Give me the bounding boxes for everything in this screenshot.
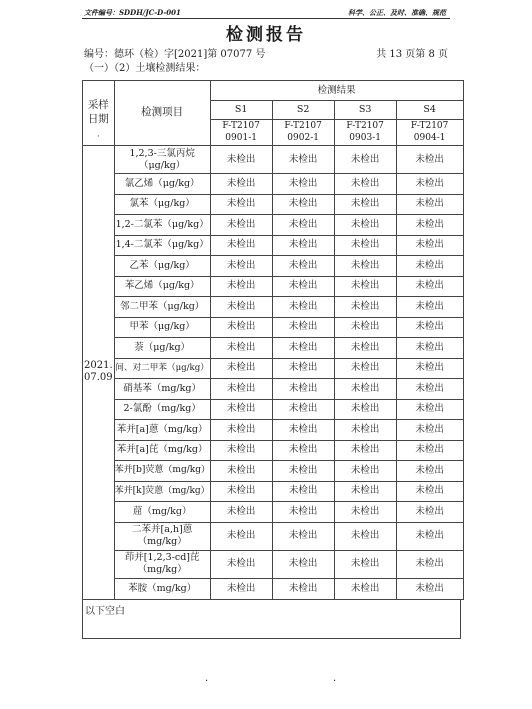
test-item: 苯胺（mg/kg）	[114, 578, 210, 599]
table-row	[83, 399, 464, 420]
file-number: 文件编号：SDDH/JC-D-001	[84, 8, 181, 17]
result-cell: 未检出	[272, 317, 334, 338]
result-cell: 未检出	[272, 550, 334, 578]
result-cell: 未检出	[396, 194, 463, 215]
result-cell: 未检出	[396, 358, 463, 379]
test-item: 1,2-二氯苯（μg/kg）	[114, 215, 210, 236]
result-cell: 未检出	[210, 338, 272, 359]
sample-code: F-T2107 0902-1	[272, 120, 334, 146]
result-cell: 未检出	[272, 578, 334, 599]
result-cell: 未检出	[396, 146, 463, 174]
test-item: 萘（μg/kg）	[114, 338, 210, 359]
table-row	[83, 420, 464, 441]
table-row	[83, 550, 464, 578]
result-cell: 未检出	[272, 522, 334, 550]
result-cell: 未检出	[210, 297, 272, 318]
result-cell: 未检出	[396, 461, 463, 482]
result-cell: 未检出	[272, 174, 334, 195]
sample-code: F-T2107 0904-1	[396, 120, 463, 146]
result-cell: 未检出	[210, 379, 272, 400]
header-rule	[82, 18, 450, 19]
end-of-data-note: 以下空白	[85, 606, 125, 617]
date-column-header	[83, 81, 115, 146]
result-cell: 未检出	[210, 399, 272, 420]
sample-name: S2	[272, 101, 334, 120]
result-cell: 未检出	[210, 174, 272, 195]
result-cell: 未检出	[210, 146, 272, 174]
result-cell: 未检出	[396, 235, 463, 256]
date-header-label: 采样日期	[87, 99, 109, 125]
result-cell: 未检出	[272, 235, 334, 256]
results-column-header: 检测结果	[210, 81, 463, 101]
test-item: 二苯并[a,h]蒽（mg/kg）	[114, 522, 210, 550]
result-cell: 未检出	[334, 420, 396, 441]
result-cell: 未检出	[396, 317, 463, 338]
test-item: 1,4-二氯苯（μg/kg）	[114, 235, 210, 256]
test-item: 乙苯（μg/kg）	[114, 256, 210, 277]
test-item: 苯并[k]荧蒽（mg/kg）	[114, 481, 210, 502]
table-row	[83, 461, 464, 482]
result-cell: 未检出	[396, 481, 463, 502]
result-cell: 未检出	[334, 317, 396, 338]
result-cell: 未检出	[272, 358, 334, 379]
sampling-date: 2021. 07.09	[83, 146, 115, 600]
result-cell: 未检出	[272, 215, 334, 236]
result-cell: 未检出	[272, 297, 334, 318]
result-cell: 未检出	[272, 276, 334, 297]
result-cell: 未检出	[396, 338, 463, 359]
result-cell: 未检出	[210, 420, 272, 441]
test-item: 苯并[a]蒽（mg/kg）	[114, 420, 210, 441]
item-column-header: 检测项目	[114, 81, 210, 146]
result-cell: 未检出	[334, 194, 396, 215]
result-cell: 未检出	[210, 481, 272, 502]
test-item: 茚并[1,2,3-cd]芘（mg/kg）	[114, 550, 210, 578]
result-cell: 未检出	[210, 358, 272, 379]
result-cell: 未检出	[210, 578, 272, 599]
sample-name: S1	[210, 101, 272, 120]
result-cell: 未检出	[334, 399, 396, 420]
result-cell: 未检出	[210, 215, 272, 236]
result-cell: 未检出	[272, 461, 334, 482]
result-cell: 未检出	[396, 174, 463, 195]
result-cell: 未检出	[210, 317, 272, 338]
result-cell: 未检出	[210, 194, 272, 215]
result-cell: 未检出	[210, 522, 272, 550]
page-title: 检测报告	[226, 25, 306, 45]
result-cell: 未检出	[210, 550, 272, 578]
result-cell: 未检出	[334, 276, 396, 297]
report-number: 编号：德环（检）字[2021]第 07077 号	[84, 49, 266, 60]
test-item: 硝基苯（mg/kg）	[114, 379, 210, 400]
result-cell: 未检出	[334, 235, 396, 256]
table-row	[83, 317, 464, 338]
table-row	[83, 440, 464, 461]
table-row	[83, 235, 464, 256]
table-row	[83, 358, 464, 379]
table-row	[83, 297, 464, 318]
result-cell: 未检出	[334, 461, 396, 482]
result-cell: 未检出	[396, 420, 463, 441]
result-cell: 未检出	[396, 440, 463, 461]
result-cell: 未检出	[272, 146, 334, 174]
result-cell: 未检出	[396, 256, 463, 277]
result-cell: 未检出	[272, 440, 334, 461]
table-row	[83, 522, 464, 550]
result-cell: 未检出	[396, 379, 463, 400]
result-cell: 未检出	[334, 215, 396, 236]
result-cell: 未检出	[334, 146, 396, 174]
table-row	[83, 146, 464, 174]
table-row	[83, 276, 464, 297]
result-cell: 未检出	[210, 235, 272, 256]
result-cell: 未检出	[396, 399, 463, 420]
test-item: 1,2,3-三氯丙烷（μg/kg）	[114, 146, 210, 174]
results-table	[82, 80, 464, 600]
page-mark: ·	[205, 676, 209, 687]
result-cell: 未检出	[334, 297, 396, 318]
sample-name: S3	[334, 101, 396, 120]
result-cell: 未检出	[396, 297, 463, 318]
result-cell: 未检出	[272, 379, 334, 400]
result-cell: 未检出	[210, 502, 272, 523]
table-row	[83, 194, 464, 215]
result-cell: 未检出	[272, 256, 334, 277]
result-cell: 未检出	[334, 440, 396, 461]
result-cell: 未检出	[334, 358, 396, 379]
result-cell: 未检出	[396, 276, 463, 297]
section-heading: （一）（2）土壤检测结果：	[84, 63, 206, 74]
date-header-tick: ·	[97, 132, 100, 142]
result-cell: 未检出	[210, 276, 272, 297]
result-cell: 未检出	[334, 522, 396, 550]
result-cell: 未检出	[396, 578, 463, 599]
table-row	[83, 481, 464, 502]
test-item: 2-氯酚（mg/kg）	[114, 399, 210, 420]
result-cell: 未检出	[272, 338, 334, 359]
test-item: 氯苯（μg/kg）	[114, 194, 210, 215]
page-count: 共 13 页第 8 页	[376, 49, 448, 60]
result-cell: 未检出	[272, 481, 334, 502]
result-cell: 未检出	[272, 399, 334, 420]
result-cell: 未检出	[334, 256, 396, 277]
result-cell: 未检出	[210, 256, 272, 277]
test-item: 䓛（mg/kg）	[114, 502, 210, 523]
result-cell: 未检出	[210, 461, 272, 482]
result-cell: 未检出	[396, 502, 463, 523]
result-cell: 未检出	[334, 379, 396, 400]
result-cell: 未检出	[334, 578, 396, 599]
result-cell: 未检出	[272, 420, 334, 441]
test-item: 苯乙烯（μg/kg）	[114, 276, 210, 297]
test-item: 苯并[a]芘（mg/kg）	[114, 440, 210, 461]
table-row	[83, 174, 464, 195]
result-cell: 未检出	[334, 550, 396, 578]
result-cell: 未检出	[334, 338, 396, 359]
blank-remark-box	[82, 599, 461, 639]
result-cell: 未检出	[210, 440, 272, 461]
result-cell: 未检出	[272, 194, 334, 215]
sample-name: S4	[396, 101, 463, 120]
result-cell: 未检出	[396, 215, 463, 236]
test-item: 氯乙烯（μg/kg）	[114, 174, 210, 195]
result-cell: 未检出	[396, 550, 463, 578]
table-row	[83, 502, 464, 523]
result-cell: 未检出	[334, 481, 396, 502]
table-row	[83, 578, 464, 599]
table-row	[83, 338, 464, 359]
table-row	[83, 215, 464, 236]
test-item: 苯并[b]荧蒽（mg/kg）	[114, 461, 210, 482]
test-item: 邻二甲苯（μg/kg）	[114, 297, 210, 318]
result-cell: 未检出	[396, 522, 463, 550]
sample-code: F-T2107 0903-1	[334, 120, 396, 146]
sample-code: F-T2107 0901-1	[210, 120, 272, 146]
test-item: 间、对二甲苯（μg/kg）	[114, 358, 210, 379]
result-cell: 未检出	[334, 174, 396, 195]
table-row	[83, 379, 464, 400]
test-item: 甲苯（μg/kg）	[114, 317, 210, 338]
table-row	[83, 256, 464, 277]
result-cell: 未检出	[334, 502, 396, 523]
header-motto: 科学、公正、及时、准确、规范	[348, 8, 446, 17]
result-cell: 未检出	[272, 502, 334, 523]
page-mark: ·	[333, 676, 337, 687]
